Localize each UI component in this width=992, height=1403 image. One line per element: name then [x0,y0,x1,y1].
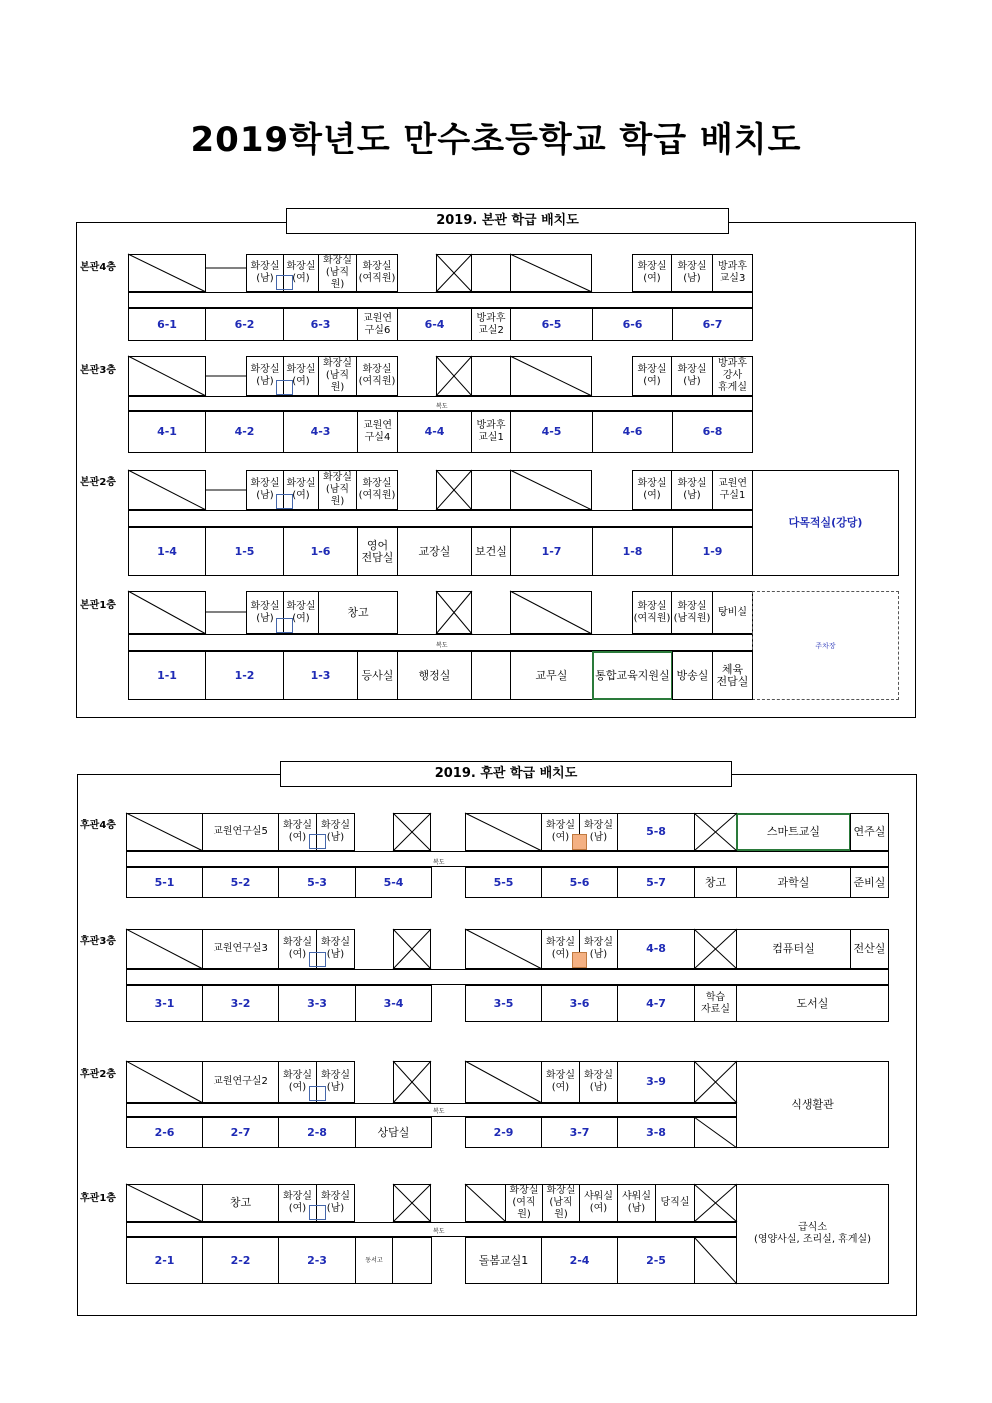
stair-box [126,1061,203,1103]
classroom: 4-3 [283,411,358,453]
room: 화장실 (남) [246,356,284,396]
room: 탕비실 [712,591,753,634]
room: 화장실 (남) [246,591,284,634]
stair-box [126,1184,203,1222]
classroom: 5-6 [541,867,618,898]
corridor [128,292,753,308]
corridor-label: 복도 [436,403,448,410]
stair-box [465,1184,506,1222]
room: 등사실 [357,651,398,700]
classroom: 3-3 [278,985,356,1022]
room: 화장실 (여) [541,929,580,969]
classroom: 2-3 [278,1237,356,1284]
classroom: 6-1 [128,308,206,341]
classroom: 6-4 [397,308,472,341]
door [276,618,293,633]
classroom: 3-4 [355,985,432,1022]
classroom: 5-2 [202,867,279,898]
classroom: 2-6 [126,1117,203,1148]
annex-building-title: 2019. 후관 학급 배치도 [280,761,732,787]
stair-box [694,1117,737,1148]
stairwell [393,813,431,851]
room: 화장실 (여) [632,254,672,292]
stairwell [694,813,737,851]
classroom: 2-8 [278,1117,356,1148]
stair-box [510,470,592,510]
room: 화장실 (남직 원) [318,356,357,396]
corridor [126,851,889,867]
room: 행정실 [397,651,472,700]
room: 화장실 (남직원) [671,591,713,634]
main-building-title: 2019. 본관 학급 배치도 [286,208,729,234]
room-empty [471,356,511,396]
door [309,834,326,849]
room: 화장실 (남) [316,929,355,969]
room: 교원연구실5 [202,813,279,851]
stairwell [436,591,472,634]
stair-box [128,356,206,396]
classroom: 2-9 [465,1117,542,1148]
room: 화장실 (남) [579,1061,618,1103]
room-empty [392,1237,432,1284]
room: 창고 [694,867,737,898]
room: 화장실 (남직원) [542,1184,580,1222]
stairwell [436,254,472,292]
parking-area [752,591,899,700]
room: 당직실 [655,1184,695,1222]
classroom: 1-3 [283,651,358,700]
room: 화장실 (여) [632,470,672,510]
classroom: 5-7 [617,867,695,898]
room: 교원연 구실6 [357,308,398,341]
room: 과학실 [736,867,851,898]
classroom: 3-7 [541,1117,618,1148]
room: 영어 전담실 [357,527,398,576]
room: 연주실 [850,813,889,851]
stair-box [694,1237,737,1284]
room: 화장실 (남) [579,929,618,969]
classroom: 6-3 [283,308,358,341]
classroom: 4-1 [128,411,206,453]
stair-box [128,591,206,634]
room: 화장실 (여직원) [356,470,398,510]
room: 방송실 [672,651,713,700]
room-empty [471,470,511,510]
stair-box [126,929,203,969]
room: 화장실 (여직원) [505,1184,543,1222]
classroom: 1-4 [128,527,206,576]
room: 화장실 (여직원) [356,254,398,292]
room-highlighted: 스마트교실 [736,813,851,851]
door [276,380,293,395]
floor-label: 본관3층 [80,365,116,376]
classroom: 4-2 [205,411,284,453]
stairwell [436,356,472,396]
door [309,1205,326,1220]
classroom: 5-8 [617,813,695,851]
orange-marker [572,834,587,850]
classroom: 5-5 [465,867,542,898]
room: 상담실 [355,1117,432,1148]
room: 교무실 [510,651,593,700]
room: 창고 [318,591,398,634]
classroom: 2-4 [541,1237,618,1284]
stairwell [694,1184,737,1222]
room: 화장실 (남) [316,1184,355,1222]
room: 화장실 (남) [316,1061,355,1103]
classroom: 3-5 [465,985,542,1022]
room: 화장실 (여) [283,356,319,396]
room: 화장실 (남) [579,813,618,851]
room: 돌봄교실1 [465,1237,542,1284]
room: 화장실 (여) [283,470,319,510]
cafeteria: 식생활관 [736,1061,889,1148]
floor-label: 본관2층 [80,477,116,488]
room: 화장실 (여) [283,254,319,292]
classroom: 4-6 [592,411,673,453]
corridor [128,510,753,527]
classroom: 6-6 [592,308,673,341]
classroom: 3-6 [541,985,618,1022]
classroom: 3-2 [202,985,279,1022]
classroom: 4-5 [510,411,593,453]
room: 화장실 (남직 원) [318,254,357,292]
door [309,1086,326,1101]
page-title: 2019학년도 만수초등학교 학급 배치도 [190,120,802,160]
classroom: 4-7 [617,985,695,1022]
classroom: 2-1 [126,1237,203,1284]
room: 창고 [202,1184,279,1222]
room: 방과후 교실2 [471,308,511,341]
stair-box [465,929,542,969]
stair-box [128,254,206,292]
floor-label: 후관1층 [80,1193,116,1204]
corridor-label: 복도 [436,642,448,649]
classroom: 6-5 [510,308,593,341]
stair-box [128,470,206,510]
room: 화장실 (여) [278,929,317,969]
stairwell [694,1061,737,1103]
corridor-label: 복도 [433,1228,445,1235]
classroom: 4-4 [397,411,472,453]
room: 학습 자료실 [694,985,737,1022]
stair-box [126,813,203,851]
room: 화장실 (남) [671,470,713,510]
room: 교원연 구실1 [712,470,753,510]
room: 화장실 (여) [541,1061,580,1103]
corridor-label: 복도 [433,859,445,866]
corridor-label: 복도 [433,1108,445,1115]
room: 샤워실 (남) [617,1184,656,1222]
room: 화장실 (여) [283,591,319,634]
door [276,494,293,509]
room: 화장실 (남) [246,470,284,510]
room: 화장실 (여) [278,813,317,851]
room: 교원연구실3 [202,929,279,969]
room: 화장실 (남) [671,356,713,396]
room: 화장실 (여직원) [632,591,672,634]
stairwell [393,1184,431,1222]
room: 도서실 [736,985,889,1022]
room: 컴퓨터실 [736,929,851,969]
stairwell [436,470,472,510]
stair-box [510,591,592,634]
corridor [126,1103,737,1117]
room: 교원연구실2 [202,1061,279,1103]
room: 준비실 [850,867,889,898]
classroom: 6-2 [205,308,284,341]
classroom: 2-7 [202,1117,279,1148]
parking-label: 주차장 [815,641,836,650]
stair-box [465,813,542,851]
room: 화장실 (남) [246,254,284,292]
stairwell [393,929,431,969]
stair-box [465,1061,542,1103]
corridor [126,969,889,985]
classroom: 1-9 [672,527,753,576]
classroom: 3-1 [126,985,203,1022]
room-small [355,1237,393,1284]
room-empty [471,651,511,700]
classroom: 3-9 [617,1061,695,1103]
orange-marker [572,952,587,968]
classroom: 5-4 [355,867,432,898]
classroom: 4-8 [617,929,695,969]
room: 방과후 강사 휴게실 [712,356,753,396]
corridor [126,1222,737,1237]
room: 샤워실 (여) [579,1184,618,1222]
room: 교원연 구실4 [357,411,398,453]
auditorium: 다목적실(강당) [752,470,899,576]
stair-box [510,356,592,396]
classroom: 3-8 [617,1117,695,1148]
floor-label: 후관4층 [80,820,116,831]
room: 화장실 (여) [278,1061,317,1103]
room: 화장실 (여) [278,1184,317,1222]
classroom: 1-5 [205,527,284,576]
room-empty [471,254,511,292]
room: 화장실 (여직원) [356,356,398,396]
room: 방과후 교실1 [471,411,511,453]
classroom: 1-6 [283,527,358,576]
classroom: 2-5 [617,1237,695,1284]
floor-label: 본관1층 [80,600,116,611]
room: 화장실 (남직 원) [318,470,357,510]
room: 화장실 (남) [316,813,355,851]
classroom: 6-7 [672,308,753,341]
classroom: 1-2 [205,651,284,700]
room: 보건실 [471,527,511,576]
floor-label: 후관3층 [80,936,116,947]
floor-label: 본관4층 [80,262,116,273]
door [309,952,326,967]
floor-label: 후관2층 [80,1069,116,1080]
stairwell [393,1061,431,1103]
room: 화장실 (여) [632,356,672,396]
door [276,275,293,290]
classroom: 1-7 [510,527,593,576]
cafeteria-kitchen: 급식소 (영양사실, 조리실, 휴게실) [736,1184,889,1284]
room-small-label: 동서고 [365,1256,383,1264]
room-highlighted: 통합교육지원실 [592,651,673,700]
room: 화장실 (남) [671,254,713,292]
classroom: 5-1 [126,867,203,898]
room: 체육 전담실 [712,651,753,700]
classroom: 2-2 [202,1237,279,1284]
classroom: 1-1 [128,651,206,700]
stair-box [510,254,592,292]
room: 교장실 [397,527,472,576]
classroom: 5-3 [278,867,356,898]
classroom: 6-8 [672,411,753,453]
classroom: 1-8 [592,527,673,576]
room: 전산실 [850,929,889,969]
stairwell [694,929,737,969]
room: 화장실 (여) [541,813,580,851]
room: 방과후 교실3 [712,254,753,292]
